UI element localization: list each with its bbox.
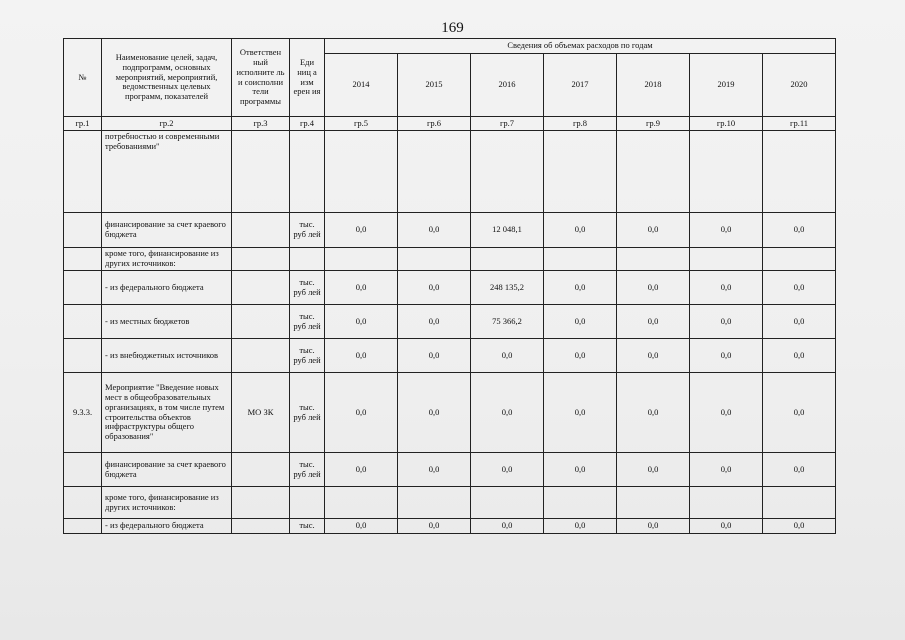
row-unit: тыс. руб лей bbox=[290, 271, 325, 305]
row-value: 0,0 bbox=[325, 373, 398, 453]
table-row bbox=[64, 131, 836, 213]
header-responsible: Ответствен ный исполните ль и соисполни тели программы bbox=[232, 39, 290, 117]
row-unit: тыс. bbox=[290, 519, 325, 534]
row-responsible: МО ЗК bbox=[232, 373, 290, 453]
header-year: 2018 bbox=[617, 54, 690, 117]
column-number: гр.5 bbox=[325, 117, 398, 131]
header-year: 2017 bbox=[544, 54, 617, 117]
column-number: гр.6 bbox=[398, 117, 471, 131]
column-number: гр.9 bbox=[617, 117, 690, 131]
table-row bbox=[64, 213, 836, 248]
row-number bbox=[64, 453, 102, 487]
row-name: - из местных бюджетов bbox=[102, 305, 232, 339]
row-value bbox=[325, 131, 398, 213]
column-number: гр.4 bbox=[290, 117, 325, 131]
row-value: 0,0 bbox=[763, 519, 836, 534]
row-value: 0,0 bbox=[544, 271, 617, 305]
table-row bbox=[64, 487, 836, 519]
row-value: 0,0 bbox=[398, 213, 471, 248]
row-value: 12 048,1 bbox=[471, 213, 544, 248]
expenses-table bbox=[63, 38, 836, 534]
row-number bbox=[64, 131, 102, 213]
row-value: 0,0 bbox=[398, 271, 471, 305]
row-value bbox=[617, 248, 690, 271]
row-value bbox=[544, 248, 617, 271]
header-number: № bbox=[64, 39, 102, 117]
row-value: 0,0 bbox=[763, 213, 836, 248]
header-unit: Еди ниц а изм ерен ия bbox=[290, 39, 325, 117]
header-year: 2015 bbox=[398, 54, 471, 117]
row-value: 0,0 bbox=[617, 305, 690, 339]
row-name: Мероприятие "Введение новых мест в общеобразовательных организациях, в том числе путем строительства объектов инфраструктуры общего образования" bbox=[102, 373, 232, 453]
header-year: 2016 bbox=[471, 54, 544, 117]
row-value: 0,0 bbox=[471, 339, 544, 373]
row-value: 0,0 bbox=[398, 339, 471, 373]
row-responsible bbox=[232, 131, 290, 213]
row-value: 0,0 bbox=[617, 453, 690, 487]
row-value: 0,0 bbox=[690, 373, 763, 453]
table-row bbox=[64, 453, 836, 487]
row-number bbox=[64, 271, 102, 305]
row-name: финансирование за счет краевого бюджета bbox=[102, 213, 232, 248]
row-responsible bbox=[232, 248, 290, 271]
column-number: гр.7 bbox=[471, 117, 544, 131]
row-number bbox=[64, 487, 102, 519]
table-row bbox=[64, 305, 836, 339]
row-name: кроме того, финансирование из других источников: bbox=[102, 248, 232, 271]
row-value: 0,0 bbox=[763, 453, 836, 487]
column-number: гр.1 bbox=[64, 117, 102, 131]
row-responsible bbox=[232, 487, 290, 519]
row-number bbox=[64, 213, 102, 248]
row-name: - из внебюджетных источников bbox=[102, 339, 232, 373]
row-value: 0,0 bbox=[690, 305, 763, 339]
row-value bbox=[398, 487, 471, 519]
row-value: 0,0 bbox=[398, 519, 471, 534]
header-year: 2014 bbox=[325, 54, 398, 117]
row-value bbox=[763, 487, 836, 519]
row-responsible bbox=[232, 519, 290, 534]
row-value: 0,0 bbox=[617, 519, 690, 534]
row-value bbox=[544, 131, 617, 213]
row-value: 0,0 bbox=[325, 213, 398, 248]
row-unit bbox=[290, 248, 325, 271]
row-value bbox=[471, 131, 544, 213]
row-value bbox=[617, 487, 690, 519]
row-value bbox=[617, 131, 690, 213]
row-unit: тыс. руб лей bbox=[290, 213, 325, 248]
row-value bbox=[690, 131, 763, 213]
row-value: 0,0 bbox=[544, 373, 617, 453]
row-value: 0,0 bbox=[325, 453, 398, 487]
row-unit: тыс. руб лей bbox=[290, 339, 325, 373]
row-value: 0,0 bbox=[398, 373, 471, 453]
row-value: 0,0 bbox=[763, 373, 836, 453]
table-row bbox=[64, 373, 836, 453]
header-expenses: Сведения об объемах расходов по годам bbox=[325, 39, 836, 54]
table-row bbox=[64, 248, 836, 271]
row-value: 0,0 bbox=[398, 453, 471, 487]
row-value: 0,0 bbox=[617, 373, 690, 453]
row-value: 0,0 bbox=[690, 339, 763, 373]
row-value: 0,0 bbox=[471, 519, 544, 534]
row-name: - из федерального бюджета bbox=[102, 271, 232, 305]
row-unit: тыс. руб лей bbox=[290, 305, 325, 339]
row-responsible bbox=[232, 271, 290, 305]
table-row bbox=[64, 519, 836, 534]
row-value: 0,0 bbox=[471, 453, 544, 487]
row-value: 248 135,2 bbox=[471, 271, 544, 305]
row-value: 0,0 bbox=[544, 339, 617, 373]
row-unit: тыс. руб лей bbox=[290, 373, 325, 453]
column-number: гр.11 bbox=[763, 117, 836, 131]
row-number bbox=[64, 305, 102, 339]
row-value bbox=[471, 248, 544, 271]
row-value: 0,0 bbox=[690, 453, 763, 487]
row-value: 0,0 bbox=[544, 453, 617, 487]
row-number bbox=[64, 339, 102, 373]
row-value: 0,0 bbox=[690, 213, 763, 248]
row-value bbox=[690, 248, 763, 271]
table-row bbox=[64, 339, 836, 373]
row-unit bbox=[290, 487, 325, 519]
row-number bbox=[64, 519, 102, 534]
row-name: потребностью и современными требованиями" bbox=[102, 131, 232, 213]
row-number: 9.3.3. bbox=[64, 373, 102, 453]
row-value: 75 366,2 bbox=[471, 305, 544, 339]
row-responsible bbox=[232, 305, 290, 339]
row-name: - из федерального бюджета bbox=[102, 519, 232, 534]
row-number bbox=[64, 248, 102, 271]
row-unit: тыс. руб лей bbox=[290, 453, 325, 487]
column-number: гр.3 bbox=[232, 117, 290, 131]
row-value: 0,0 bbox=[763, 305, 836, 339]
row-value: 0,0 bbox=[690, 271, 763, 305]
column-number: гр.8 bbox=[544, 117, 617, 131]
row-value bbox=[763, 248, 836, 271]
row-value: 0,0 bbox=[544, 213, 617, 248]
table-row bbox=[64, 271, 836, 305]
row-value bbox=[544, 487, 617, 519]
row-value bbox=[471, 487, 544, 519]
row-value: 0,0 bbox=[471, 373, 544, 453]
row-value bbox=[325, 487, 398, 519]
column-number: гр.10 bbox=[690, 117, 763, 131]
row-value: 0,0 bbox=[617, 271, 690, 305]
row-value: 0,0 bbox=[544, 519, 617, 534]
row-name: финансирование за счет краевого бюджета bbox=[102, 453, 232, 487]
row-name: кроме того, финансирование из других источников: bbox=[102, 487, 232, 519]
header-year: 2019 bbox=[690, 54, 763, 117]
row-value: 0,0 bbox=[398, 305, 471, 339]
row-unit bbox=[290, 131, 325, 213]
row-value bbox=[763, 131, 836, 213]
row-value: 0,0 bbox=[325, 271, 398, 305]
row-value bbox=[398, 248, 471, 271]
page-number: 169 bbox=[441, 20, 464, 36]
row-value: 0,0 bbox=[325, 519, 398, 534]
row-value: 0,0 bbox=[325, 339, 398, 373]
column-numbers-row bbox=[64, 117, 836, 131]
row-value: 0,0 bbox=[617, 213, 690, 248]
row-value bbox=[690, 487, 763, 519]
row-responsible bbox=[232, 213, 290, 248]
row-value bbox=[398, 131, 471, 213]
row-value: 0,0 bbox=[617, 339, 690, 373]
row-value bbox=[325, 248, 398, 271]
header-year: 2020 bbox=[763, 54, 836, 117]
row-value: 0,0 bbox=[763, 339, 836, 373]
row-responsible bbox=[232, 339, 290, 373]
row-value: 0,0 bbox=[325, 305, 398, 339]
row-value: 0,0 bbox=[763, 271, 836, 305]
row-value: 0,0 bbox=[690, 519, 763, 534]
column-number: гр.2 bbox=[102, 117, 232, 131]
row-responsible bbox=[232, 453, 290, 487]
row-value: 0,0 bbox=[544, 305, 617, 339]
header-name: Наименование целей, задач, подпрограмм, основных мероприятий, мероприятий, ведомственных целевых программ, показателей bbox=[102, 39, 232, 117]
